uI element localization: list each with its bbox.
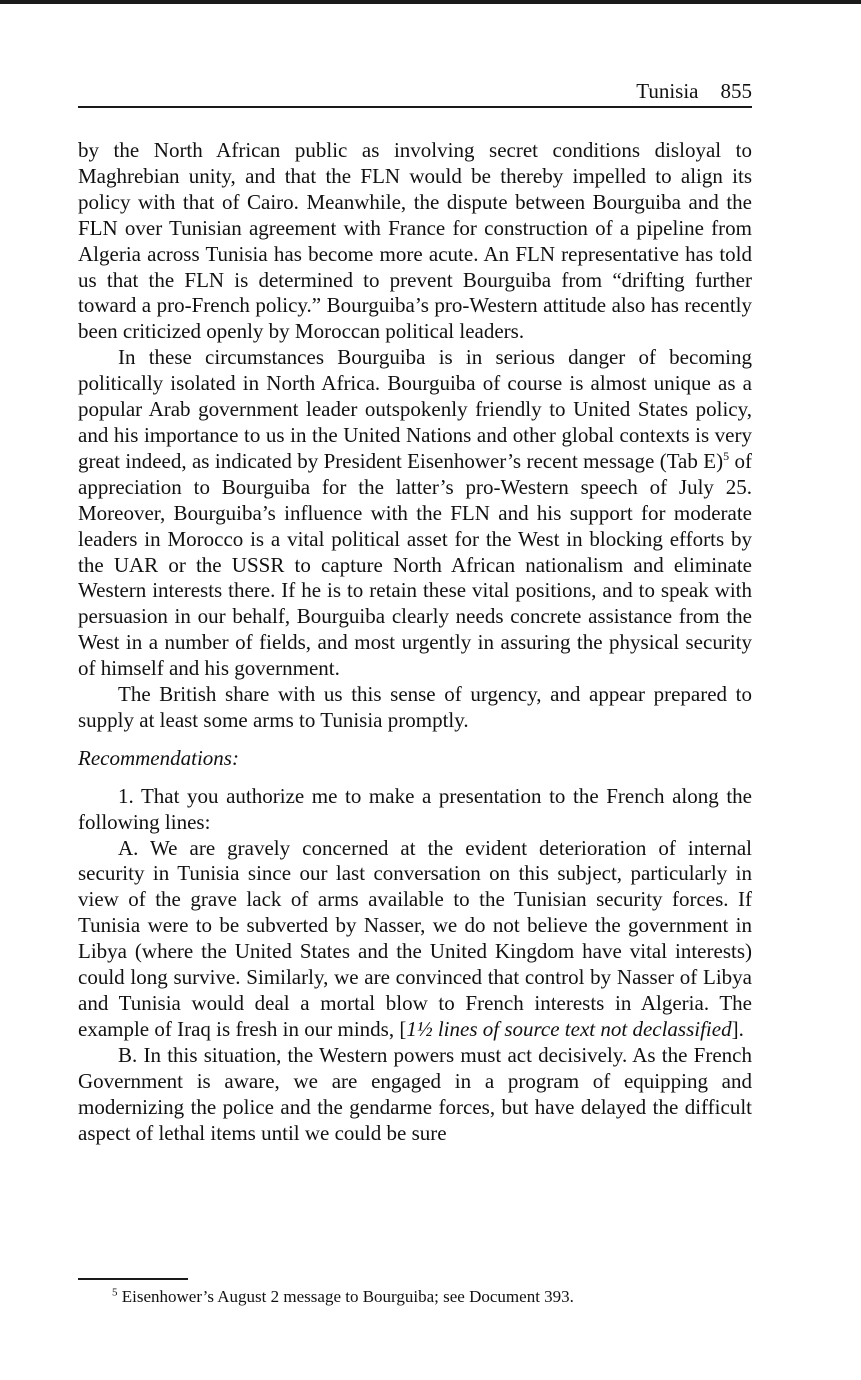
footnote-rule	[78, 1278, 188, 1280]
recommendations-heading: Recommendations:	[78, 745, 239, 770]
document-page	[78, 78, 752, 1146]
footnote-5	[112, 1286, 752, 1308]
running-header-title: Tunisia	[636, 79, 699, 103]
redaction-note: 1½ lines of source text not declassified	[406, 1016, 732, 1041]
recommendation-a-text: A. We are gravely concerned at the evident deterioration of internal security in Tunisia since our last conversation on this subject, particularly in view of the grave lack of arms available to the Tunisian security forces. If Tunisia were to be subverted by Nasser, we do not believe the government in Libya (where the United States and the United Kingdom have vital interests) could long survive. Similarly, we are convinced that control by Nasser of Libya and Tunisia would deal a mortal blow to French interests in Algeria. The example of Iraq is fresh in our minds, [	[78, 835, 752, 1041]
recommendation-a-close: ].	[731, 1016, 744, 1041]
recommendation-b: B. In this situation, the Western powers must act decisively. As the French Government is aware, we are engaged in a program of equipping and modernizing the police and the gendarme forces, but have delayed the difficult aspect of lethal items until we could be sure	[78, 1042, 752, 1145]
paragraph-isolation	[78, 345, 752, 682]
page-number: 855	[720, 79, 752, 103]
footnote-marker: 5	[112, 1286, 118, 1299]
scan-top-edge	[0, 0, 861, 4]
paragraph-continued: by the North African public as involving secret conditions disloyal to Maghrebian unity, and that the FLN would be thereby impelled to align its policy with that of Cairo. Meanwhile, the dispute between Bourguiba and the FLN over Tunisian agreement with France for construction of a pipeline from Algeria across Tunisia has become more acute. An FLN representative has told us that the FLN is determined to prevent Bourguiba from “drifting further toward a pro-French policy.” Bourguiba’s pro-Western attitude also has recently been criticized openly by Moroccan political leaders.	[78, 138, 752, 344]
recommendation-a	[78, 836, 752, 1043]
recommendation-1: 1. That you authorize me to make a presentation to the French along the following lines:	[78, 783, 752, 834]
body-text	[78, 138, 752, 1146]
paragraph-isolation-text-b: of appreciation to Bourguiba for the latter’s pro-Western speech of July 25. Moreover, Bourguiba’s influence with the FLN and his support for moderate leaders in Morocco is a vital political asset for the West in blocking efforts by the UAR or the USSR to capture North African nationalism and eliminate Western interests there. If he is to retain these vital positions, and to speak with persuasion in our behalf, Bourguiba clearly needs concrete assistance from the West in a number of fields, and most urgently in assuring the physical security of himself and his government.	[78, 448, 752, 681]
footnote-text: Eisenhower’s August 2 message to Bourguiba; see Document 393.	[117, 1287, 574, 1306]
running-header	[78, 78, 752, 108]
paragraph-british: The British share with us this sense of urgency, and appear prepared to supply at least some arms to Tunisia promptly.	[78, 682, 752, 732]
footnote-reference-5: 5	[723, 448, 730, 463]
paragraph-isolation-text-a: In these circumstances Bourguiba is in serious danger of becoming politically isolated in North Africa. Bourguiba of course is almost unique as a popular Arab government leader outspokenly friendly to United States policy, and his importance to us in the United Nations and other global contexts is very great indeed, as indicated by President Eisenhower’s recent message (Tab E)	[78, 345, 752, 473]
